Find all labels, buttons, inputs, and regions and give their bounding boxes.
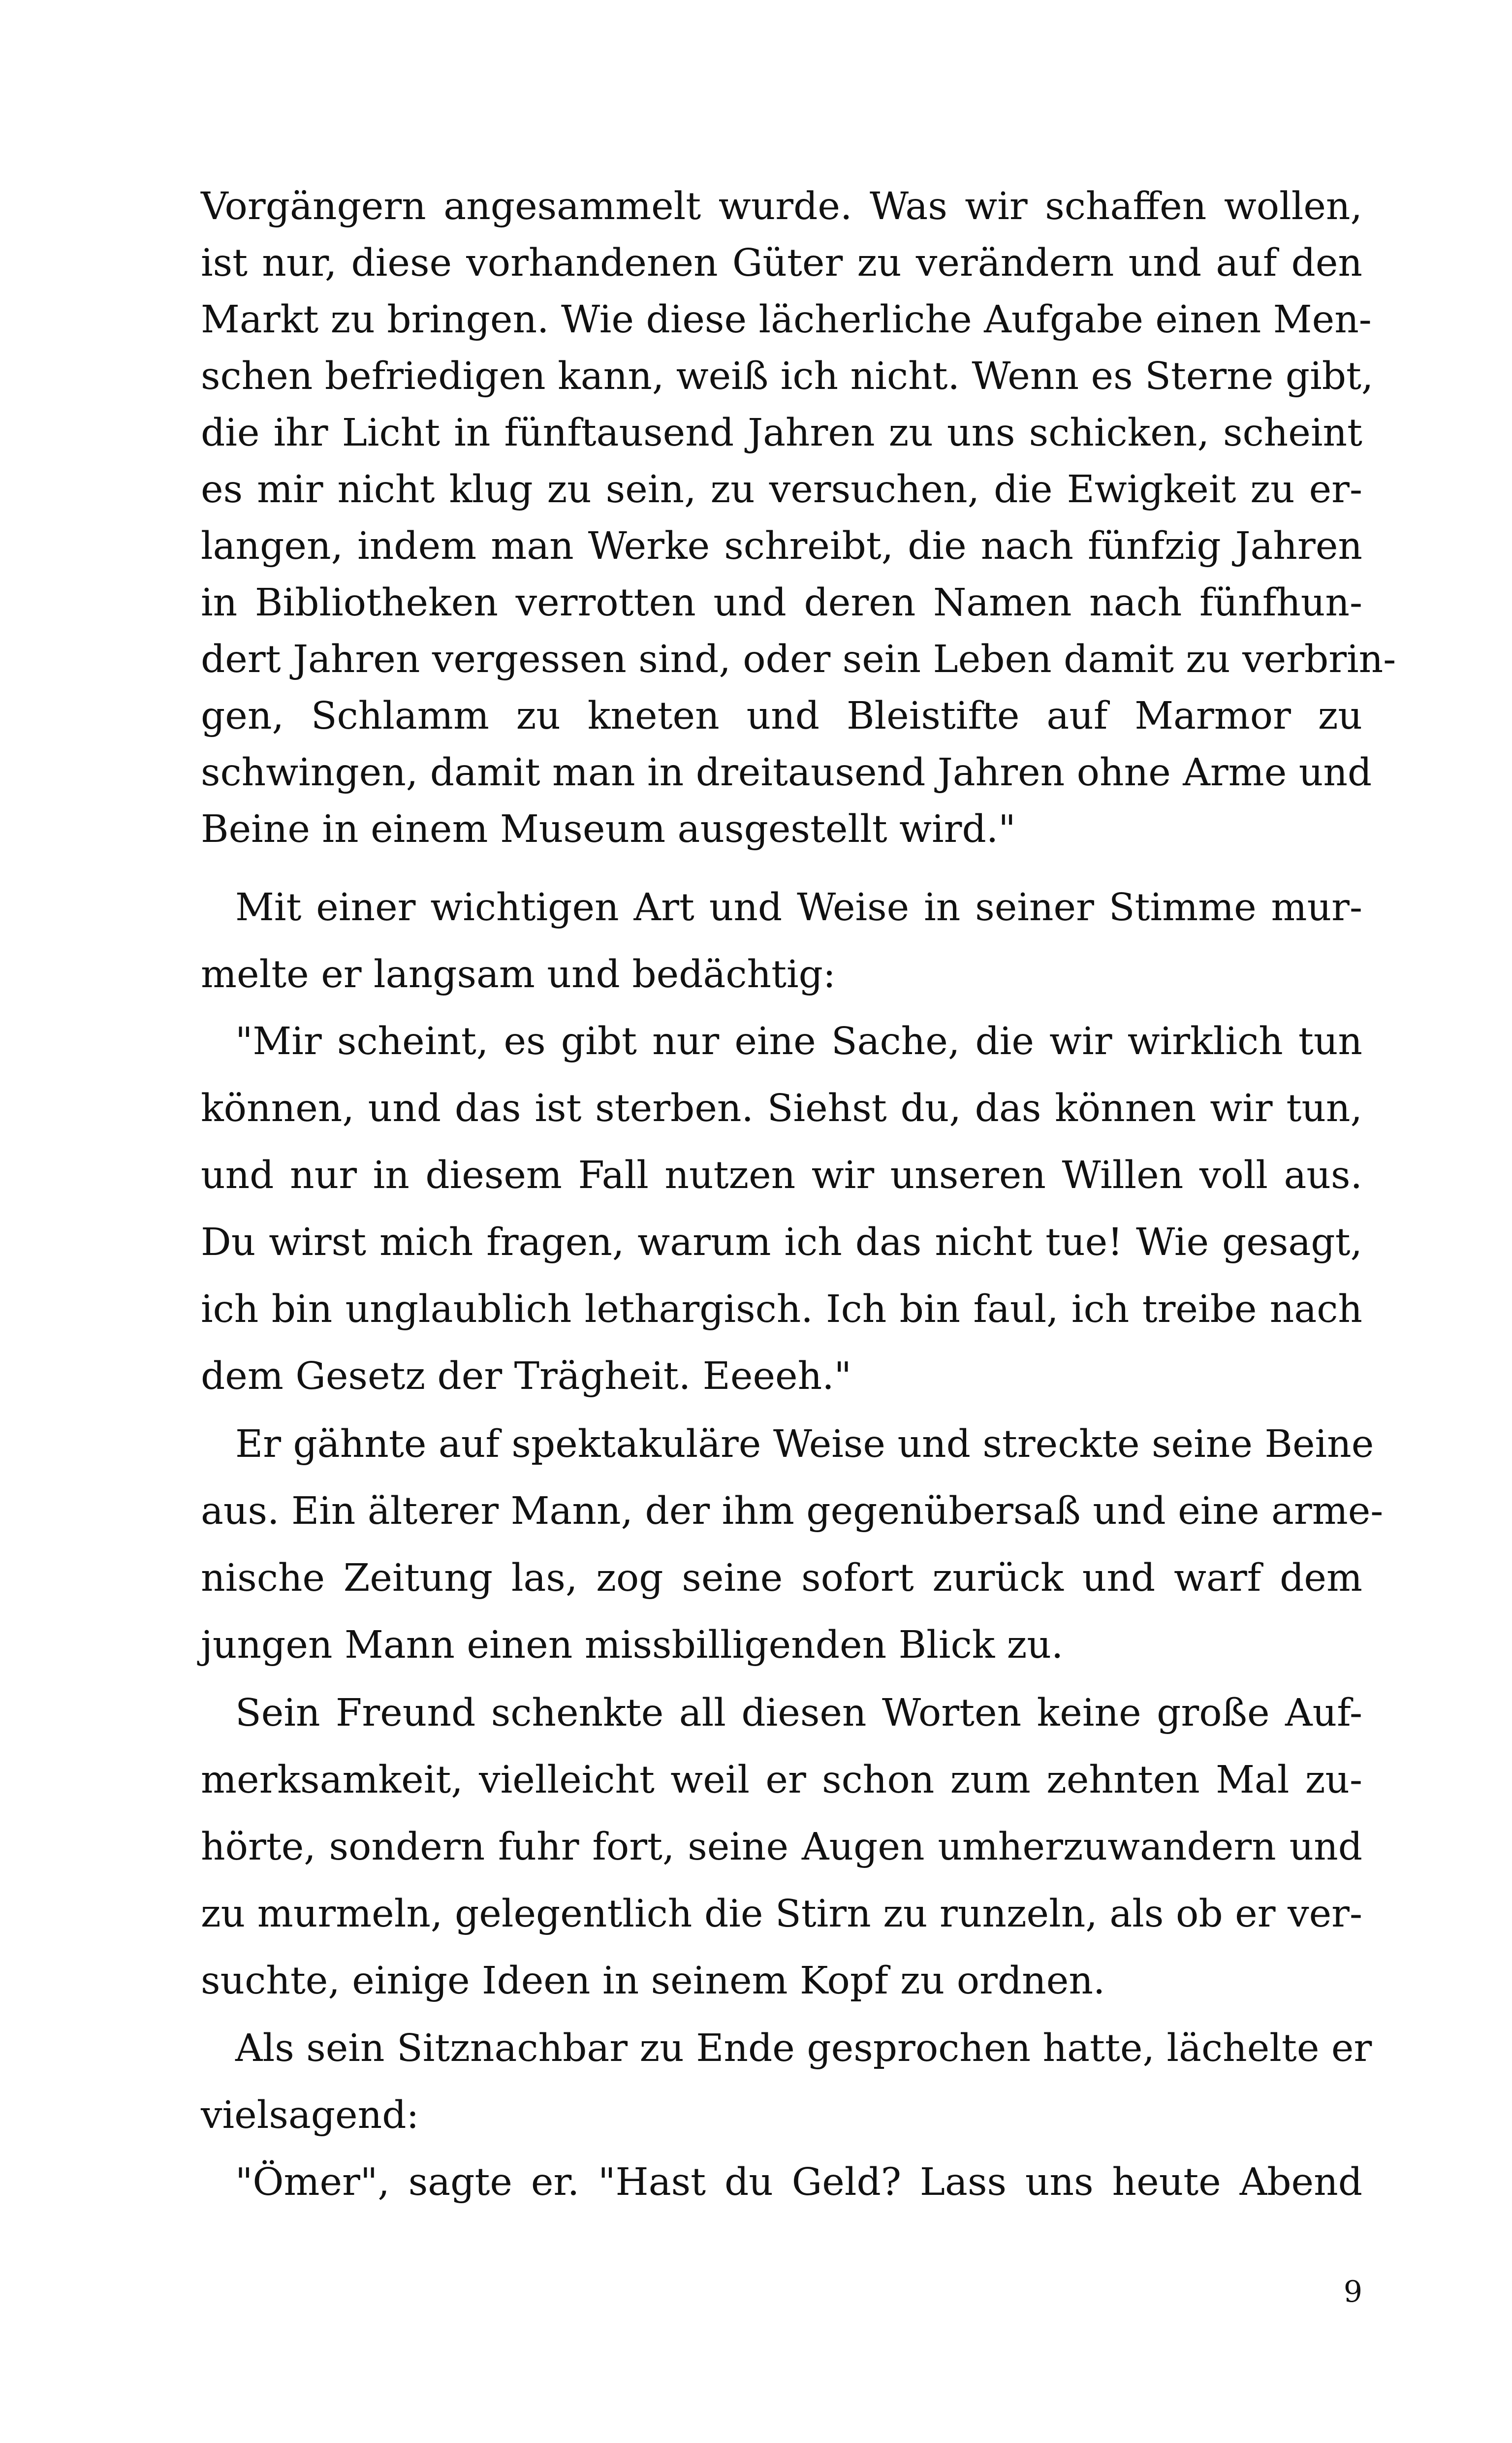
text-line: aus. Ein älterer Mann, der ihm gegenübersaß und eine arme- xyxy=(201,1489,1384,1533)
text-line: gen, Schlamm zu kneten und Bleistifte auf Marmor zu xyxy=(201,694,1362,738)
text-line: ich bin unglaublich lethargisch. Ich bin faul, ich treibe nach xyxy=(201,1287,1362,1331)
text-line: können, und das ist sterben. Siehst du, das können wir tun, xyxy=(201,1087,1362,1130)
page-number: 9 xyxy=(1343,2275,1362,2309)
text-line: dem Gesetz der Trägheit. Eeeeh." xyxy=(201,1354,852,1398)
text-line: und nur in diesem Fall nutzen wir unseren Willen voll aus. xyxy=(201,1154,1362,1197)
text-line: "Mir scheint, es gibt nur eine Sache, die wir wirklich tun xyxy=(235,1020,1362,1063)
text-line: hörte, sondern fuhr fort, seine Augen umherzuwandern und xyxy=(201,1825,1362,1869)
text-line: schwingen, damit man in dreitausend Jahren ohne Arme und xyxy=(201,751,1372,795)
paragraph xyxy=(201,2149,1362,2216)
text-line: dert Jahren vergessen sind, oder sein Leben damit zu verbrin- xyxy=(201,638,1396,681)
text-line: jungen Mann einen missbilligenden Blick zu. xyxy=(201,1623,1064,1667)
paragraph xyxy=(201,1411,1384,1679)
text-line: Sein Freund schenkte all diesen Worten keine große Auf- xyxy=(235,1691,1362,1735)
text-line: Er gähnte auf spektakuläre Weise und streckte seine Beine xyxy=(235,1422,1374,1466)
text-line: in Bibliotheken verrotten und deren Namen nach fünfhun- xyxy=(201,581,1362,625)
paragraph-continued xyxy=(201,178,1396,858)
text-line: Markt zu bringen. Wie diese lächerliche Aufgabe einen Men- xyxy=(201,298,1372,342)
paragraph xyxy=(201,874,1362,1008)
text-line: merksamkeit, vielleicht weil er schon zum zehnten Mal zu- xyxy=(201,1758,1362,1802)
text-line: Als sein Sitznachbar zu Ende gesprochen hatte, lächelte er xyxy=(235,2026,1372,2070)
text-line: schen befriedigen kann, weiß ich nicht. Wenn es Sterne gibt, xyxy=(201,354,1374,398)
text-line: melte er langsam und bedächtig: xyxy=(201,953,836,996)
text-line: Vorgängern angesammelt wurde. Was wir schaffen wollen, xyxy=(201,185,1362,228)
text-line: zu murmeln, gelegentlich die Stirn zu runzeln, als ob er ver- xyxy=(201,1892,1362,1936)
text-line: es mir nicht klug zu sein, zu versuchen, die Ewigkeit zu er- xyxy=(201,468,1362,512)
text-line: Beine in einem Museum ausgestellt wird." xyxy=(201,807,1016,851)
text-line: Mit einer wichtigen Art und Weise in seiner Stimme mur- xyxy=(235,886,1362,930)
text-line: die ihr Licht in fünftausend Jahren zu uns schicken, scheint xyxy=(201,411,1362,455)
text-line: nische Zeitung las, zog seine sofort zurück und warf dem xyxy=(201,1556,1362,1600)
paragraph xyxy=(201,1008,1362,1410)
text-line: vielsagend: xyxy=(201,2093,419,2137)
text-line: suchte, einige Ideen in seinem Kopf zu ordnen. xyxy=(201,1959,1105,2003)
text-line: Du wirst mich fragen, warum ich das nicht tue! Wie gesagt, xyxy=(201,1221,1362,1264)
text-line: ist nur, diese vorhandenen Güter zu verändern und auf den xyxy=(201,241,1362,285)
text-line: "Ömer", sagte er. "Hast du Geld? Lass uns heute Abend xyxy=(235,2160,1362,2204)
paragraph xyxy=(201,2015,1372,2149)
paragraph xyxy=(201,1680,1362,2015)
text-line: langen, indem man Werke schreibt, die nach fünfzig Jahren xyxy=(201,524,1362,568)
